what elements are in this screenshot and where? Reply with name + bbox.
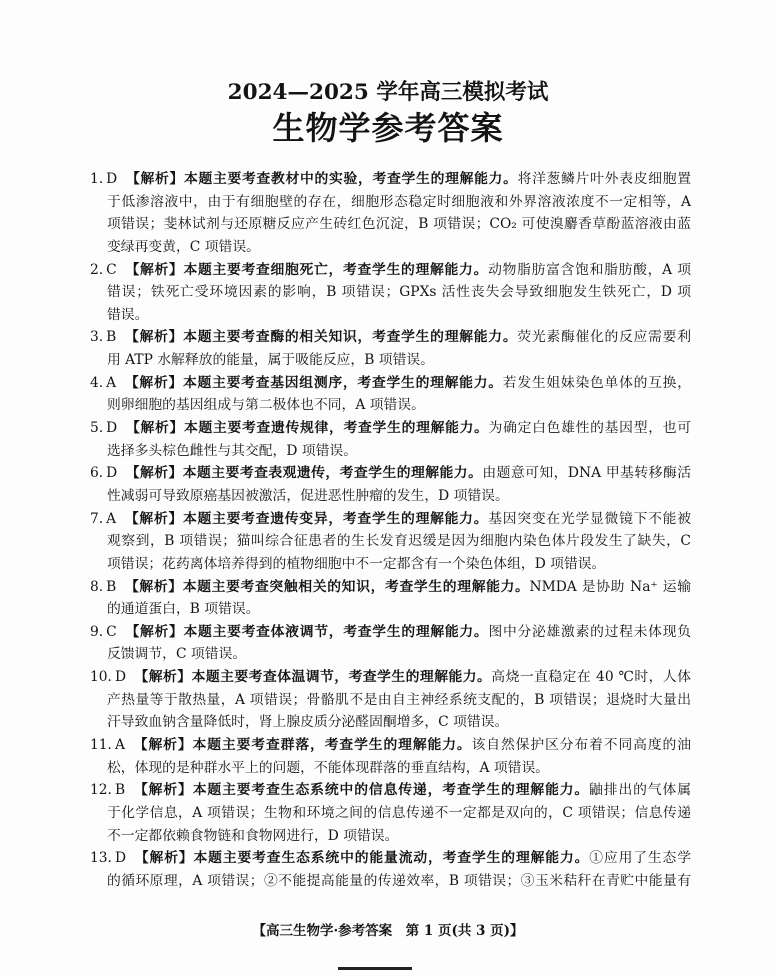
answer-lead: 【解析】本题主要考查遗传变异，考查学生的理解能力。 <box>124 510 489 527</box>
document-subtitle: 生物学参考答案 <box>272 109 504 147</box>
answer-number: 11. <box>90 737 112 754</box>
answer-lead: 【解析】本题主要考查遗传规律，考查学生的理解能力。 <box>125 420 489 437</box>
answer-lead: 【解析】本题主要考查生态系统中的能量流动，考查学生的理解能力。 <box>134 850 590 867</box>
answer-text: 若发生姐妹染色单体的互换， <box>502 374 692 391</box>
answer-number: 9. <box>90 623 104 640</box>
answer-line <box>90 372 691 395</box>
answer-line: 松，体现的是种群水平上的问题，不能体现群落的垂直结构，A 项错误。 <box>107 759 550 776</box>
answer-text: 基因突变在光学显微镜下不能被 <box>488 510 691 527</box>
answer-line <box>90 847 691 870</box>
answer-item <box>90 734 691 779</box>
answer-line: 项错误；花药离体培养得到的植物细胞中不一定都含有一个染色体组，D 项错误。 <box>107 555 606 572</box>
answer-number: 6. <box>90 465 104 482</box>
answer-line: 反馈调节，C 项错误。 <box>107 646 247 663</box>
answer-line <box>90 779 691 802</box>
answer-text: 荧光素酶催化的反应需要利 <box>517 329 692 346</box>
answer-line: 观察到，B 项错误；猫叫综合征患者的生长发育迟缓是因为细胞内染色体片段发生了缺失，C <box>107 533 691 550</box>
answer-text: ①应用了生态学 <box>589 850 692 867</box>
answer-lead: 【解析】本题主要考查突触相关的知识，考查学生的理解能力。 <box>124 578 530 595</box>
answer-item <box>90 326 691 371</box>
answer-item <box>90 462 691 507</box>
answer-line <box>90 259 691 282</box>
page-footer: 【高三生物学·参考答案 第 1 页(共 3 页)】 <box>252 923 524 939</box>
answer-line: 汗导致血钠含量降低时，肾上腺皮质分泌醛固酮增多，C 项错误。 <box>107 714 509 731</box>
answer-text: 将洋葱鳞片叶外表皮细胞置 <box>517 171 692 187</box>
answer-choice: B <box>114 782 126 799</box>
page-bottom-mark <box>338 967 412 970</box>
answer-text: 动物脂肪富含饱和脂肪酸，A 项 <box>488 261 691 278</box>
answer-choice: D <box>114 850 127 867</box>
answer-lead: 【解析】本题主要考查教材中的实验，考查学生的理解能力。 <box>125 171 518 187</box>
answer-lead: 【解析】本题主要考查表观遗传，考查学生的理解能力。 <box>125 465 483 482</box>
answer-line: 于低渗溶液中，由于有细胞壁的存在，细胞形态稳定时细胞液和外界溶液浓度不一定相等，A <box>107 193 691 210</box>
answer-line: 变绿再变黄，C 项错误。 <box>107 238 260 255</box>
answer-number: 2. <box>90 261 104 278</box>
answer-choice: C <box>106 261 117 278</box>
answer-number: 13. <box>90 850 112 867</box>
page-title: 2024—2025 学年高三模拟考试 <box>227 80 549 105</box>
answer-line: 不一定都依赖食物链和食物网进行，D 项错误。 <box>107 827 399 844</box>
answer-item <box>90 847 691 892</box>
answer-choice: B <box>106 329 117 346</box>
answer-choice: B <box>106 578 117 595</box>
answer-line: 项错误；斐林试剂与还原糖反应产生砖红色沉淀，B 项错误；CO₂ 可使溴麝香草酚蓝溶液由蓝 <box>107 216 691 233</box>
answer-line <box>90 168 691 191</box>
answer-lead: 【解析】本题主要考查体温调节，考查学生的理解能力。 <box>134 669 492 686</box>
answer-lead: 【解析】本题主要考查酶的相关知识，考查学生的理解能力。 <box>124 329 518 346</box>
answer-line <box>90 576 691 599</box>
answer-number: 3. <box>90 329 104 346</box>
answer-line <box>90 508 691 531</box>
answer-choice: D <box>114 669 127 686</box>
answer-item <box>90 417 691 462</box>
answer-text: 图中分泌雄激素的过程未体现负 <box>488 623 692 640</box>
answer-item <box>90 508 691 576</box>
answer-text: 为确定白色雄性的基因型，也可 <box>488 420 692 437</box>
answer-choice: D <box>106 420 118 437</box>
answer-choice: A <box>106 510 117 527</box>
answer-item <box>90 666 691 734</box>
answer-line <box>90 666 691 689</box>
answer-lead: 【解析】本题主要考查基因组测序，考查学生的理解能力。 <box>124 374 503 391</box>
answer-line <box>90 462 691 485</box>
answer-line: 错误；铁死亡受环境因素的影响，B 项错误；GPXs 活性丧失会导致细胞发生铁死亡，D 项 <box>107 284 691 301</box>
answer-choice: D <box>106 465 118 482</box>
answer-number: 12. <box>90 782 112 799</box>
answer-text: NMDA 是协助 Na⁺ 运输 <box>529 578 692 595</box>
answer-line <box>90 326 691 349</box>
answer-lead: 【解析】本题主要考查体液调节，考查学生的理解能力。 <box>124 623 489 640</box>
answer-item <box>90 779 691 847</box>
answer-text: 该自然保护区分布着不同高度的油 <box>471 737 692 754</box>
answer-line: 用 ATP 水解释放的能量，属于吸能反应，B 项错误。 <box>107 352 434 369</box>
answer-line: 的通道蛋白，B 项错误。 <box>107 601 260 618</box>
answer-number: 8. <box>90 578 104 595</box>
answer-item <box>90 576 691 621</box>
answer-choice: A <box>114 737 125 754</box>
answer-choice: A <box>106 374 117 391</box>
answer-line: 则卵细胞的基因组成与第二极体也不同，A 项错误。 <box>107 397 425 414</box>
answer-number: 5. <box>90 420 104 437</box>
answer-item <box>90 621 691 666</box>
answer-number: 1. <box>90 171 104 187</box>
answer-text: 高烧一直稳定在 40 ℃时，人体 <box>491 669 692 686</box>
answer-text: 由题意可知，DNA 甲基转移酶活 <box>482 465 692 482</box>
answer-choice: D <box>106 171 118 187</box>
answer-item <box>90 168 691 259</box>
answer-line <box>90 621 691 644</box>
answer-line: 性减弱可导致原癌基因被激活，促进恶性肿瘤的发生，D 项错误。 <box>107 487 509 504</box>
answer-line: 产热量等于散热量，A 项错误；骨骼肌不是由自主神经系统支配的，B 项错误；退烧时大量出 <box>107 691 691 708</box>
answer-number: 10. <box>90 669 112 686</box>
answer-line: 错误。 <box>107 306 149 323</box>
answer-item <box>90 259 691 327</box>
answer-line: 选择多头棕色雌性与其交配，D 项错误。 <box>107 442 357 459</box>
answer-line: 的循环原理，A 项错误；②不能提高能量的传递效率，B 项错误；③玉米秸秆在青贮中能量有 <box>107 872 691 889</box>
answer-lead: 【解析】本题主要考查生态系统中的信息传递，考查学生的理解能力。 <box>133 782 590 799</box>
answer-number: 4. <box>90 374 104 391</box>
answer-choice: C <box>106 623 117 640</box>
answer-line <box>90 734 691 757</box>
answer-line <box>90 417 691 440</box>
answer-lead: 【解析】本题主要考查细胞死亡，考查学生的理解能力。 <box>124 261 489 278</box>
answer-number: 7. <box>90 510 104 527</box>
answer-line: 于化学信息，A 项错误；生物和环境之间的信息传递不一定都是双向的，C 项错误；信息传递 <box>107 804 691 821</box>
answer-list <box>90 168 691 893</box>
answer-text: 鼬排出的气体属 <box>589 782 692 799</box>
answer-item <box>90 372 691 417</box>
answer-lead: 【解析】本题主要考查群落，考查学生的理解能力。 <box>132 737 472 754</box>
